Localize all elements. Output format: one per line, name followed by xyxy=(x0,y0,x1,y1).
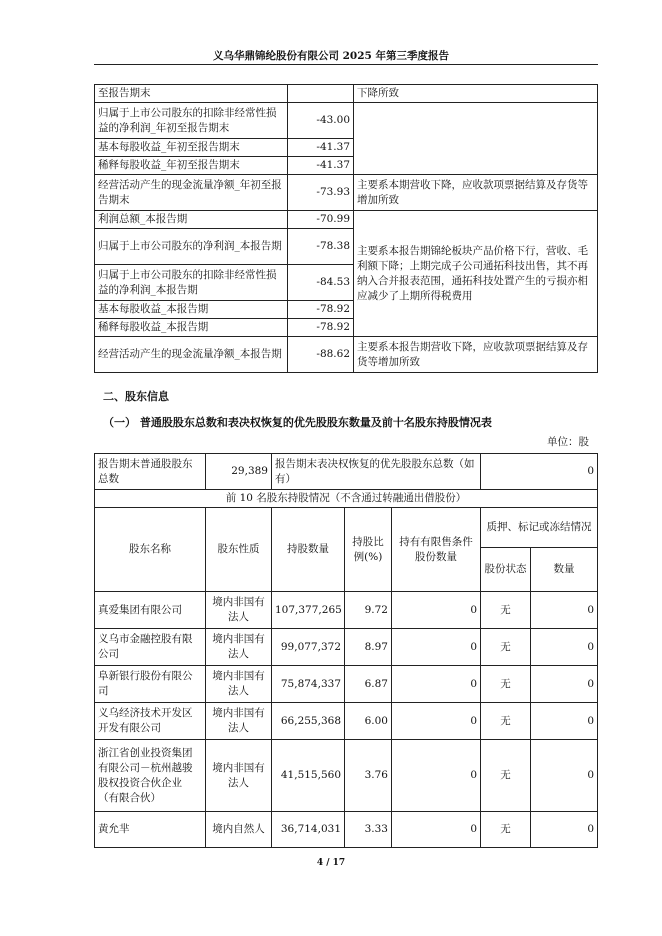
holder-ratio: 3.33 xyxy=(345,812,392,848)
item-label: 稀释每股收益_年初至报告期末 xyxy=(95,157,288,175)
holder-nature: 境内非国有法人 xyxy=(206,703,272,740)
table-row xyxy=(95,740,598,812)
holder-ratio: 3.76 xyxy=(345,740,392,812)
col-header-nature: 股东性质 xyxy=(206,508,272,592)
change-ratio: -70.99 xyxy=(288,211,354,229)
change-ratio: -78.92 xyxy=(288,301,354,319)
holder-qty: 36,714,031 xyxy=(272,812,345,848)
table-row xyxy=(95,666,598,703)
change-reason: 下降所致 xyxy=(354,85,598,103)
change-reason: 主要系本报告期锦纶板块产品价格下行，营收、毛利额下降；上期完成子公司通拓科技出售，其不再纳入合并报表范围，通拓科技处置产生的亏损亦相应减少了上期所得税费用 xyxy=(354,211,598,337)
col-header-pledge-status: 股份状态 xyxy=(481,548,531,592)
holder-qty: 66,255,368 xyxy=(272,703,345,740)
col-header-name: 股东名称 xyxy=(95,508,206,592)
table-row xyxy=(95,103,598,139)
table-row xyxy=(95,812,598,848)
holder-name: 真爱集团有限公司 xyxy=(95,592,206,629)
item-label: 归属于上市公司股东的净利润_本报告期 xyxy=(95,229,288,265)
item-label: 至报告期末 xyxy=(95,85,288,103)
item-label: 经营活动产生的现金流量净额_年初至报告期末 xyxy=(95,175,288,211)
holder-name: 义乌市金融控股有限公司 xyxy=(95,629,206,666)
holder-nature: 境内非国有法人 xyxy=(206,592,272,629)
holder-pledge-status: 无 xyxy=(481,703,531,740)
holder-pledge-status: 无 xyxy=(481,740,531,812)
top10-title-row xyxy=(95,490,598,508)
holder-qty: 99,077,372 xyxy=(272,629,345,666)
table-row xyxy=(95,337,598,373)
holder-ratio: 8.97 xyxy=(345,629,392,666)
item-label: 基本每股收益_本报告期 xyxy=(95,301,288,319)
holder-pledge-qty: 0 xyxy=(531,666,598,703)
table-row xyxy=(95,175,598,211)
change-ratio xyxy=(288,85,354,103)
holder-name: 阜新银行股份有限公司 xyxy=(95,666,206,703)
change-ratio: -84.53 xyxy=(288,265,354,301)
change-reasons-table xyxy=(94,84,598,373)
holder-pledge-status: 无 xyxy=(481,812,531,848)
col-header-ratio: 持股比例(%) xyxy=(345,508,392,592)
subsection-title: （一） 普通股股东总数和表决权恢复的优先股股东数量及前十名股东持股情况表 xyxy=(103,416,492,429)
holder-restricted: 0 xyxy=(392,740,481,812)
item-label: 归属于上市公司股东的扣除非经常性损益的净利润_年初至报告期末 xyxy=(95,103,288,139)
holder-pledge-status: 无 xyxy=(481,629,531,666)
change-ratio: -88.62 xyxy=(288,337,354,373)
holder-pledge-qty: 0 xyxy=(531,592,598,629)
holder-ratio: 6.00 xyxy=(345,703,392,740)
total-holders-label: 报告期末普通股股东总数 xyxy=(95,454,206,490)
holder-restricted: 0 xyxy=(392,629,481,666)
item-label: 基本每股收益_年初至报告期末 xyxy=(95,139,288,157)
holder-pledge-status: 无 xyxy=(481,666,531,703)
holder-qty: 107,377,265 xyxy=(272,592,345,629)
header-row xyxy=(95,508,598,548)
holder-nature: 境内自然人 xyxy=(206,812,272,848)
shareholders-table xyxy=(94,453,598,848)
change-ratio: -73.93 xyxy=(288,175,354,211)
change-ratio: -78.92 xyxy=(288,319,354,337)
table-row xyxy=(95,592,598,629)
totals-row xyxy=(95,454,598,490)
holder-pledge-status: 无 xyxy=(481,592,531,629)
holder-pledge-qty: 0 xyxy=(531,703,598,740)
holder-qty: 41,515,560 xyxy=(272,740,345,812)
holder-nature: 境内非国有法人 xyxy=(206,740,272,812)
holder-ratio: 9.72 xyxy=(345,592,392,629)
holder-restricted: 0 xyxy=(392,703,481,740)
change-reason: 主要系本报告期营收下降，应收款项票据结算及存货等增加所致 xyxy=(354,337,598,373)
item-label: 经营活动产生的现金流量净额_本报告期 xyxy=(95,337,288,373)
report-header: 义乌华鼎锦纶股份有限公司 2025 年第三季度报告 xyxy=(212,50,450,62)
holder-pledge-qty: 0 xyxy=(531,740,598,812)
holder-qty: 75,874,337 xyxy=(272,666,345,703)
holder-ratio: 6.87 xyxy=(345,666,392,703)
header-rule xyxy=(94,64,598,65)
col-header-pledge-qty: 数量 xyxy=(531,548,598,592)
holder-restricted: 0 xyxy=(392,666,481,703)
table-row xyxy=(95,211,598,229)
item-label: 利润总额_本报告期 xyxy=(95,211,288,229)
change-ratio: -43.00 xyxy=(288,103,354,139)
holder-name: 义乌经济技术开发区开发有限公司 xyxy=(95,703,206,740)
section-title: 二、股东信息 xyxy=(103,390,169,403)
change-ratio: -41.37 xyxy=(288,139,354,157)
top10-title: 前 10 名股东持股情况（不含通过转融通出借股份） xyxy=(95,490,598,508)
change-ratio: -78.38 xyxy=(288,229,354,265)
holder-name: 浙江省创业投资集团有限公司－杭州越骏股权投资合伙企业（有限合伙） xyxy=(95,740,206,812)
table-row xyxy=(95,703,598,740)
total-holders-value: 29,389 xyxy=(206,454,272,490)
change-reason: 主要系本期营收下降，应收款项票据结算及存货等增加所致 xyxy=(354,175,598,211)
col-header-restricted: 持有有限售条件股份数量 xyxy=(392,508,481,592)
col-header-pledge: 质押、标记或冻结情况 xyxy=(481,508,598,548)
holder-name: 黄允芈 xyxy=(95,812,206,848)
holder-nature: 境内非国有法人 xyxy=(206,629,272,666)
holder-nature: 境内非国有法人 xyxy=(206,666,272,703)
preferred-holders-value: 0 xyxy=(481,454,598,490)
unit-label: 单位：股 xyxy=(547,436,589,448)
table-row xyxy=(95,85,598,103)
page-number: 4 / 17 xyxy=(316,858,346,868)
holder-restricted: 0 xyxy=(392,812,481,848)
item-label: 稀释每股收益_本报告期 xyxy=(95,319,288,337)
preferred-holders-label: 报告期末表决权恢复的优先股股东总数（如有） xyxy=(272,454,481,490)
table-row xyxy=(95,629,598,666)
holder-restricted: 0 xyxy=(392,592,481,629)
holder-pledge-qty: 0 xyxy=(531,629,598,666)
col-header-qty: 持股数量 xyxy=(272,508,345,592)
change-reason-empty xyxy=(354,103,598,175)
item-label: 归属于上市公司股东的扣除非经常性损益的净利润_本报告期 xyxy=(95,265,288,301)
change-ratio: -41.37 xyxy=(288,157,354,175)
holder-pledge-qty: 0 xyxy=(531,812,598,848)
